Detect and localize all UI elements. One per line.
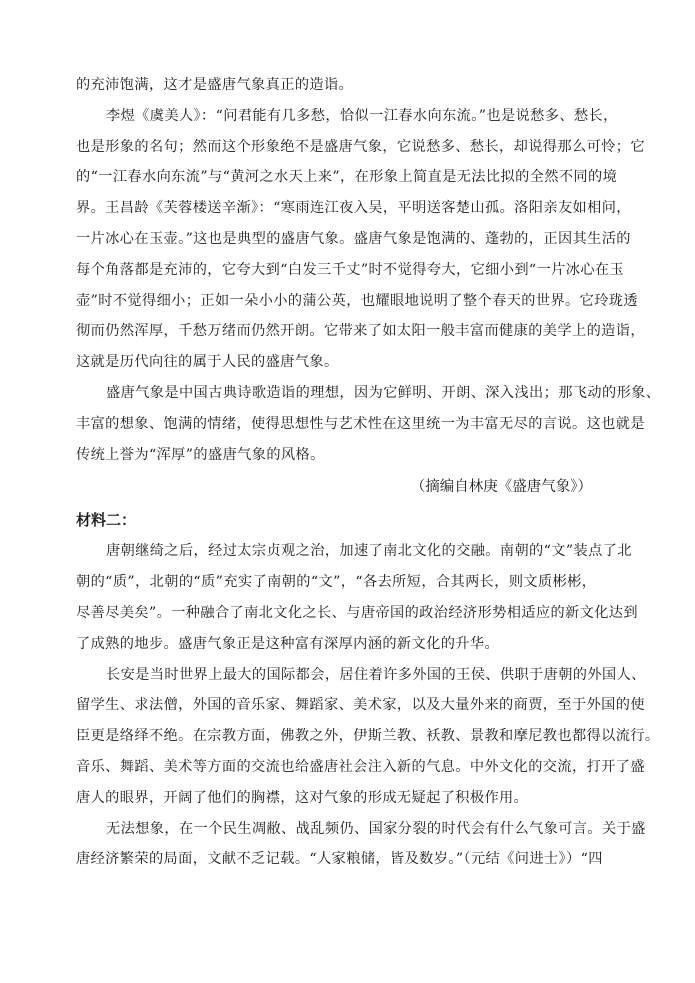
text-line: 李煜《虞美人》：“问君能有几多愁，恰似一江春水向东流。”也是说愁多、愁长， (106, 107, 618, 124)
text-line: 唐人的眼界，开阔了他们的胸襟，这对气象的形成无疑起了积极作用。 (76, 789, 529, 806)
text-line: 这就是历代向往的属于人民的盛唐气象。 (76, 354, 339, 371)
paragraph-economy (76, 814, 646, 876)
text-line: 尽善尽美矣”。一种融合了南北文化之长、与唐帝国的政治经济形势相适应的新文化达到 (76, 604, 638, 621)
text-line: 彻而仍然浑厚，千愁万绪而仍然开朗。它带来了如太阳一般丰富而健康的美学上的造诣， (76, 323, 645, 340)
text-line: 了成熟的地步。盛唐气象正是这种富有深厚内涵的新文化的升华。 (76, 635, 500, 652)
text-line: 唐朝继绮之后，经过太宗贞观之治，加速了南北文化的交融。南朝的“文”装点了北 (106, 543, 632, 560)
text-line: 臣更是络绎不绝。在宗教方面，佛教之外，伊斯兰教、袄教、景教和摩尼教也都得以流行。 (76, 728, 660, 745)
paragraph-closing-line (76, 70, 622, 101)
text-line: 盛唐气象是中国古典诗歌造诣的理想，因为它鲜明、开朗、深入浅出；那飞动的形象、 (106, 384, 661, 401)
text-line: 朝的“质”，北朝的“质”充实了南朝的“文”，“各去所短，合其两长，则文质彬彬， (76, 574, 597, 591)
text-line: 一片冰心在玉壶。”这也是典型的盛唐气象。盛唐气象是饱满的、蓬勃的，正因其生活的 (76, 230, 631, 247)
source-citation: （摘编自林庚《盛唐气象》） (410, 479, 592, 496)
paragraph-ideal (76, 378, 661, 470)
paragraph-cultural-fusion (76, 536, 638, 659)
text-line: 唐经济繁荣的局面，文献不乏记载。“人家粮储，皆及数岁。”（元结《问进士》）“四 (76, 851, 603, 868)
text-line: 丰富的想象、饱满的情绪，使得思想性与艺术性在这里统一为丰富无尽的言说。这也就是 (76, 415, 645, 432)
document-page (76, 70, 661, 875)
text-line: 界。王昌龄《芙蓉楼送辛渐》：“寒雨连江夜入吴，平明送客楚山孤。洛阳亲友如相问， (76, 200, 631, 217)
text-line: 长安是当时世界上最大的国际都会，居住着许多外国的王侯、供职于唐朝的外国人、 (106, 666, 646, 683)
text-line: 也是形象的名句；然而这个形象绝不是盛唐气象，它说愁多、愁长，却说得那么可怜；它 (76, 138, 645, 155)
text-line: 壶”时不觉得细小；正如一朵小小的蒲公英，也耀眼地说明了整个春天的世界。它玲珑透 (76, 292, 638, 309)
text-line: 的充沛饱满，这才是盛唐气象真正的造诣。 (76, 77, 354, 93)
text-line: 的“一江春水向东流”与“黄河之水天上来”，在形象上简直是无法比拟的全然不同的境 (76, 169, 618, 186)
paragraph-changan (76, 660, 660, 814)
paragraph-li-yu (76, 101, 645, 378)
text-line: 音乐、舞蹈、美术等方面的交流也给盛唐社会注入新的气息。中外文化的交流，打开了盛 (76, 758, 645, 775)
text-line: 无法想象，在一个民生凋敝、战乱频仍、国家分裂的时代会有什么气象可言。关于盛 (106, 820, 646, 837)
material-two-heading: 材料二： (76, 511, 137, 530)
text-line: 留学生、求法僧，外国的音乐家、舞蹈家、美术家，以及大量外来的商贾，至于外国的使 (76, 697, 645, 714)
text-line: 传统上誉为“浑厚”的盛唐气象的风格。 (76, 446, 325, 463)
text-line: 每个角落都是充沛的，它夸大到“白发三千丈”时不觉得夸大，它细小到“一片冰心在玉 (76, 261, 625, 278)
